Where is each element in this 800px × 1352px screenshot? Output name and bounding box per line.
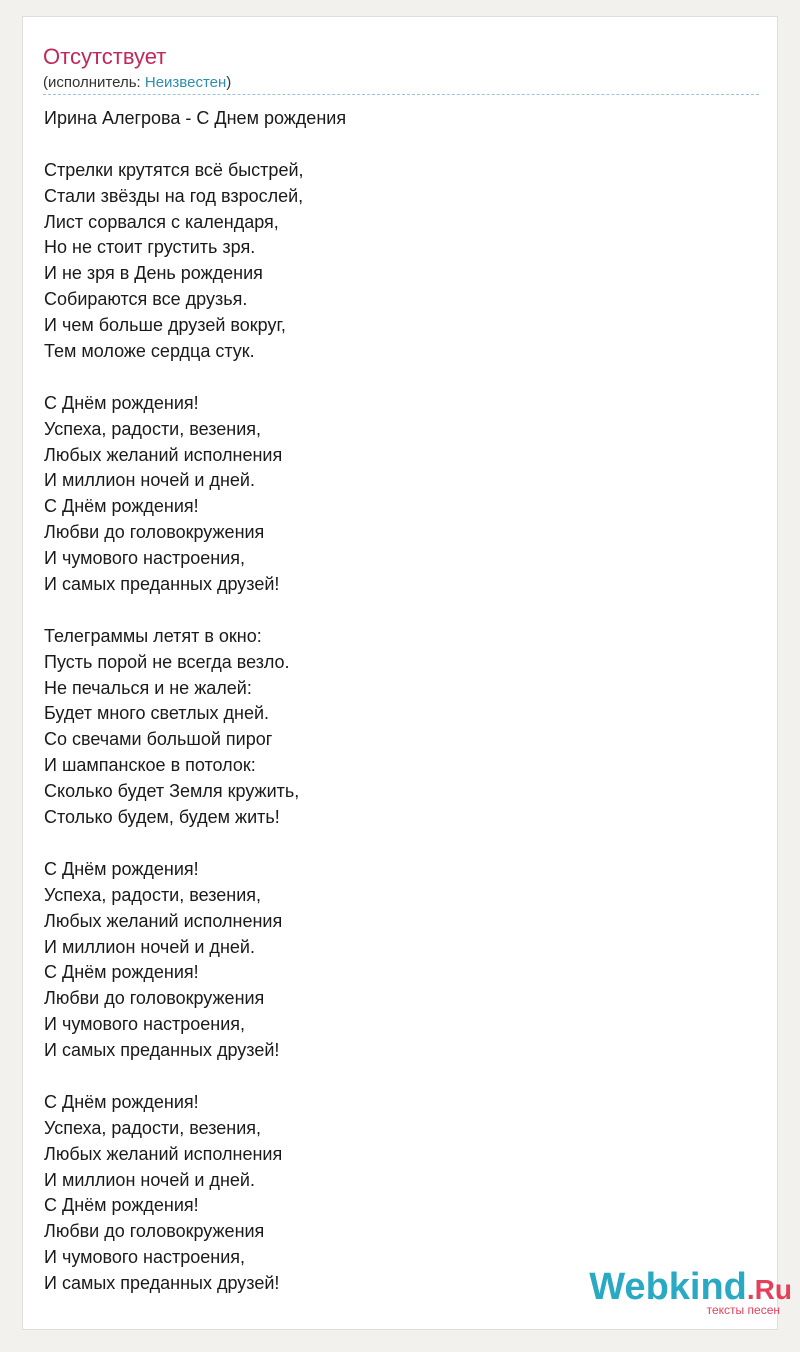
lyric-line: Будет много светлых дней. (44, 703, 270, 724)
lyric-line: Стрелки крутятся всё быстрей, (44, 159, 304, 180)
lyric-line: И миллион ночей и дней. (44, 470, 255, 491)
song-title: Отсутствует (43, 44, 167, 69)
lyric-line: Лист сорвался с календаря, (44, 211, 279, 232)
lyric-line: И чумового настроения, (44, 1014, 246, 1035)
lyric-line: Столько будем, будем жить! (44, 807, 280, 828)
lyric-line: С Днём рождения! (44, 392, 199, 413)
lyric-line: Любви до головокружения (44, 522, 265, 543)
lyric-line: Собираются все друзья. (44, 289, 248, 310)
logo-suffix: .Ru (746, 1274, 792, 1305)
stanza-gap (44, 831, 346, 857)
lyric-line: С Днём рождения! (44, 496, 199, 517)
lyric-line: И самых преданных друзей! (44, 1040, 280, 1061)
lyric-line: Тем моложе сердца стук. (44, 341, 255, 362)
stanza-gap (44, 365, 346, 391)
lyric-line: И шампанское в потолок: (44, 755, 256, 776)
artist-suffix: ) (226, 74, 232, 91)
lyric-line: И чумового настроения, (44, 1247, 246, 1268)
lyric-line: Успеха, радости, везения, (44, 418, 262, 439)
lyric-line: И чем больше друзей вокруг, (44, 315, 286, 336)
lyric-line: Любых желаний исполнения (44, 1143, 283, 1164)
lyric-line: Любви до головокружения (44, 988, 265, 1009)
stanza-gap (44, 1064, 346, 1090)
dashed-divider (43, 94, 759, 95)
lyric-line: И миллион ночей и дней. (44, 936, 255, 957)
lyric-line: Успеха, радости, везения, (44, 884, 262, 905)
lyric-line: Со свечами большой пирог (44, 729, 273, 750)
lyric-line: С Днём рождения! (44, 1091, 199, 1112)
lyric-line: Пусть порой не всегда везло. (44, 651, 290, 672)
lyric-line: С Днём рождения! (44, 858, 199, 879)
lyric-line: С Днём рождения! (44, 1195, 199, 1216)
lyrics-page (22, 16, 778, 1330)
lyric-line: Стали звёзды на год взрослей, (44, 185, 304, 206)
lyric-line: Любви до головокружения (44, 1221, 265, 1242)
lyric-line: Сколько будет Земля кружить, (44, 781, 300, 802)
logo-main-text: Webkind (589, 1266, 747, 1308)
lyric-line: И самых преданных друзей! (44, 574, 280, 595)
lyric-line: Но не стоит грустить зря. (44, 237, 256, 258)
song-heading: Ирина Алегрова - С Днем рождения (44, 108, 347, 128)
lyric-line: Успеха, радости, везения, (44, 1117, 262, 1138)
lyric-line: Телеграммы летят в окно: (44, 625, 262, 646)
lyric-line: С Днём рождения! (44, 962, 199, 983)
lyric-line: И самых преданных друзей! (44, 1273, 280, 1294)
stanza-gap (44, 132, 346, 158)
lyric-line: Любых желаний исполнения (44, 444, 283, 465)
lyric-line: И чумового настроения, (44, 548, 246, 569)
lyric-line: И не зря в День рождения (44, 263, 263, 284)
lyric-line: Не печалься и не жалей: (44, 677, 252, 698)
artist-prefix: (исполнитель: (43, 74, 145, 91)
webkind-logo[interactable] (589, 1268, 792, 1316)
lyric-line: И миллион ночей и дней. (44, 1169, 255, 1190)
artist-link[interactable]: Неизвестен (144, 74, 227, 91)
lyric-line: Любых желаний исполнения (44, 910, 283, 931)
artist-line (43, 73, 231, 93)
lyrics-text (44, 106, 346, 1297)
stanza-gap (44, 598, 346, 624)
logo-tagline: тексты песен (706, 1303, 780, 1317)
